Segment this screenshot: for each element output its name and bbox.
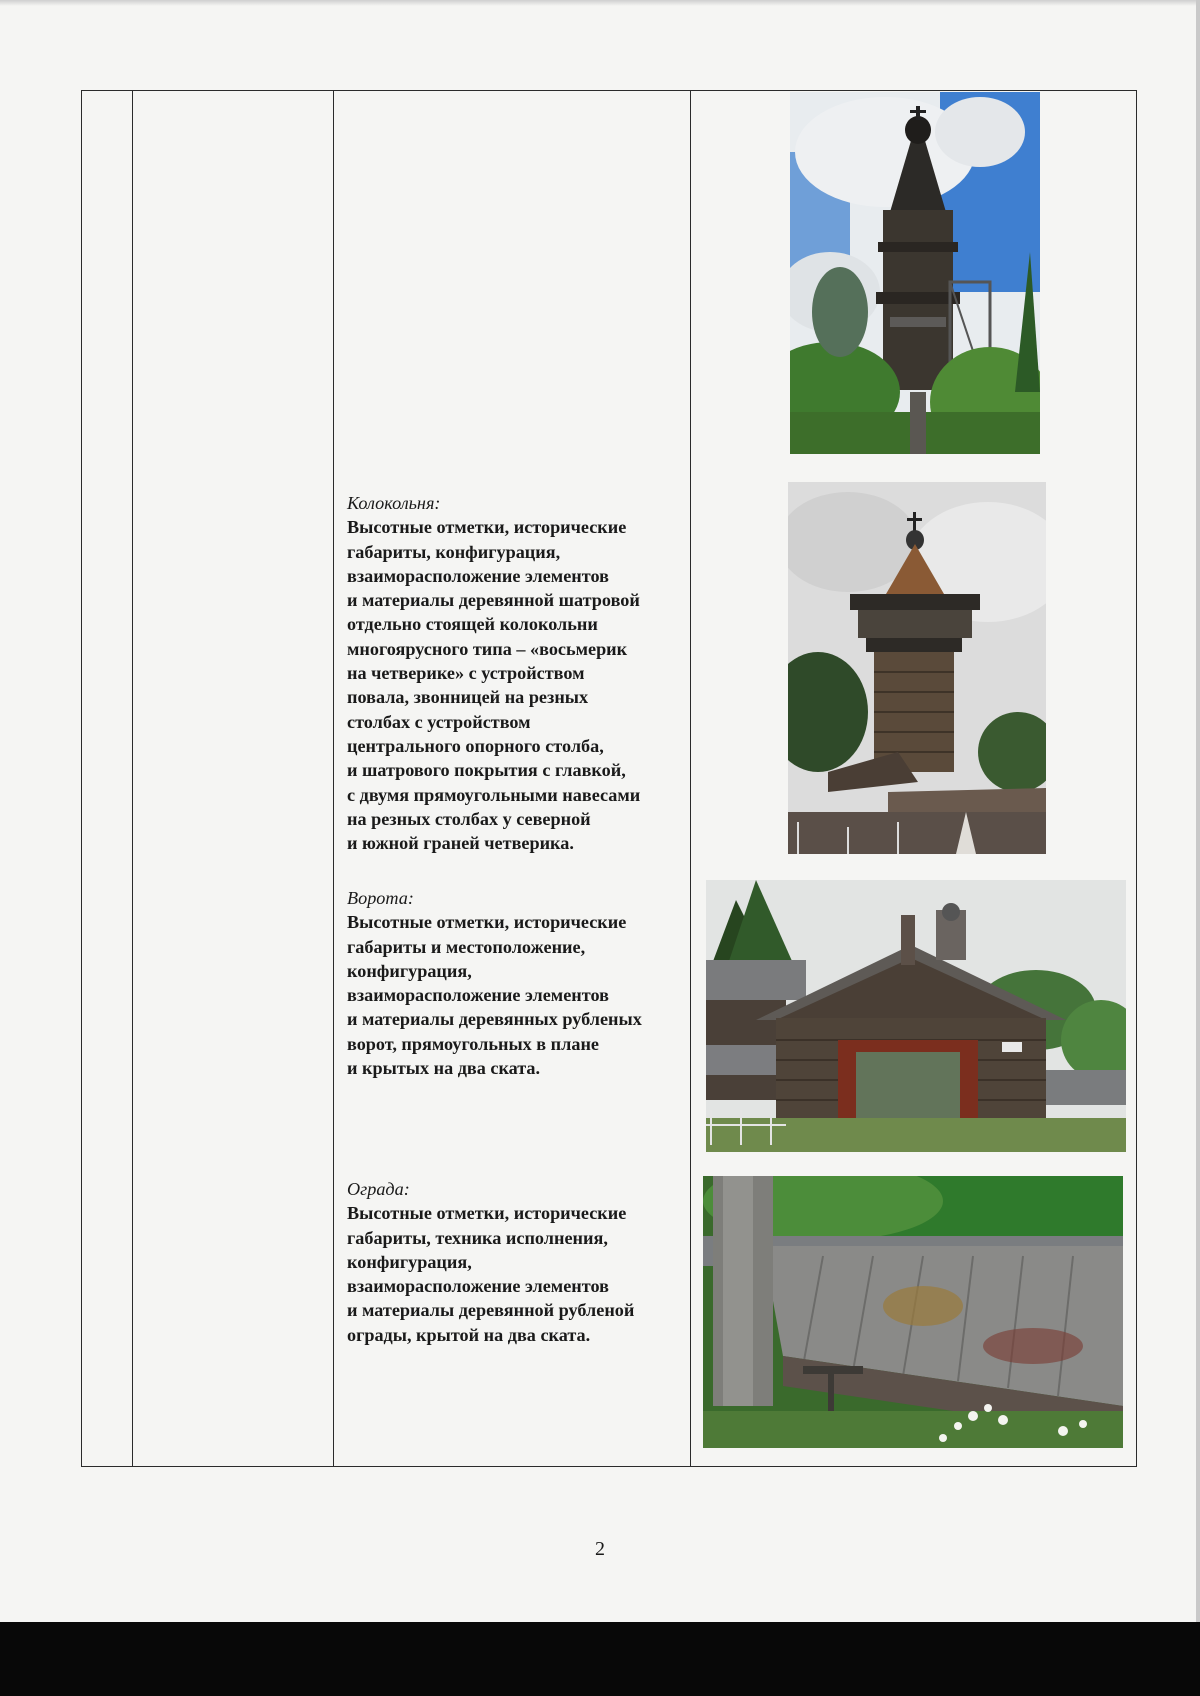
page-number: 2 — [595, 1538, 605, 1560]
scan-dark-border — [0, 1622, 1200, 1696]
gate-block — [347, 886, 687, 1080]
gate-photo — [706, 880, 1126, 1152]
gate-title: Ворота: — [347, 888, 414, 908]
bell-tower-block — [347, 491, 687, 855]
fence-photo — [703, 1176, 1123, 1448]
gate-text: Высотные отметки, исторические габариты и местоположение, конфигурация, взаиморасположение элементов и материалы деревянных рубленых ворот, прямоугольных в плане и крытых на два ската. — [347, 912, 642, 1079]
scan-edge — [0, 0, 1200, 6]
bell-tower-text: Высотные отметки, исторические габариты, конфигурация, взаиморасположение элементов и материалы деревянной шатровой отдельно стоящей колокольни многоярусного типа – «восьмерик на четверике» с устройством повала, звонницей на резных столбах с устройством центрального опорного столба, и шатрового покрытия с главкой, с двумя прямоугольными навесами на резных столбах у северной и южной граней четверика. — [347, 517, 641, 854]
bell-tower-photo-2 — [788, 482, 1046, 854]
bell-tower-title: Колокольня: — [347, 493, 441, 513]
scan-edge — [1196, 0, 1200, 1622]
bell-tower-photo — [790, 92, 1040, 454]
column-divider — [132, 91, 133, 1466]
fence-title: Ограда: — [347, 1179, 410, 1199]
column-divider — [690, 91, 691, 1466]
fence-text: Высотные отметки, исторические габариты, техника исполнения, конфигурация, взаиморасположение элементов и материалы деревянной рубленой ограды, крытой на два ската. — [347, 1203, 635, 1345]
fence-block — [347, 1177, 687, 1347]
column-divider — [333, 91, 334, 1466]
